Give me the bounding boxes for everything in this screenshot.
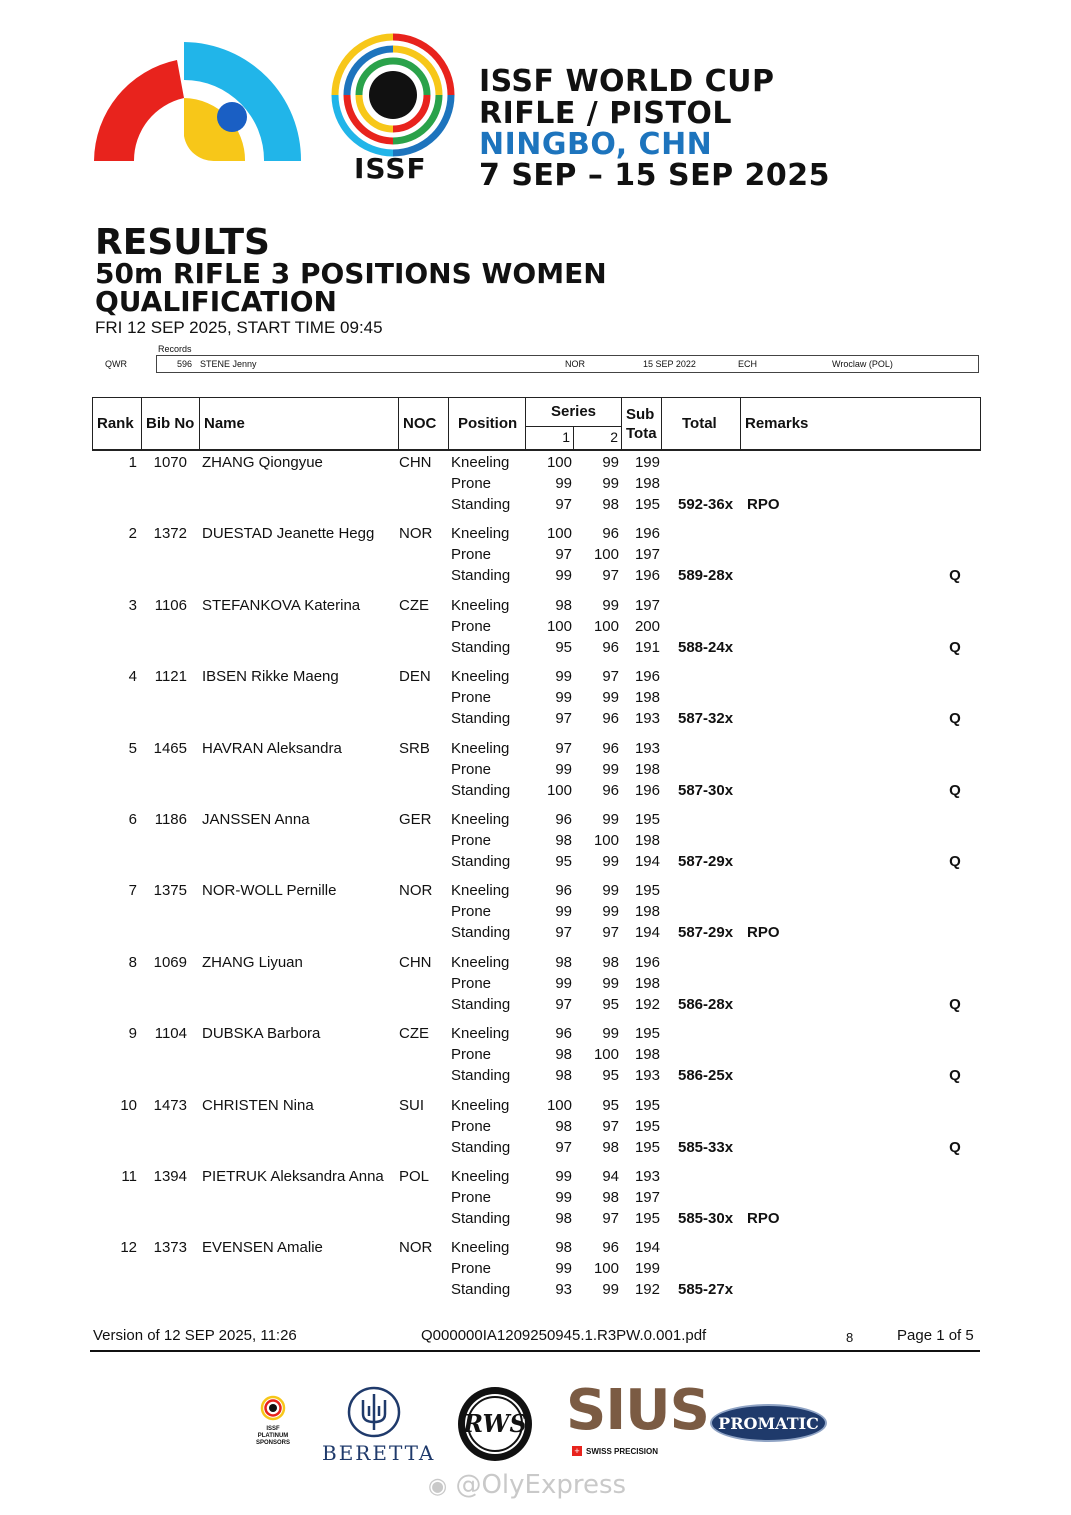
header-series: Series	[550, 403, 597, 420]
total-score: 589-28x	[678, 567, 734, 584]
beretta-trident-icon	[346, 1386, 402, 1438]
results-table-header	[92, 397, 981, 451]
bib-cell: 1069	[153, 954, 187, 971]
qualified-mark: Q	[949, 710, 961, 727]
header-total: Total	[662, 398, 741, 449]
noc-cell: SRB	[399, 740, 430, 757]
record-date: 15 SEP 2022	[643, 359, 696, 369]
series-2-score: 99	[602, 975, 619, 992]
noc-cell: CZE	[399, 1025, 429, 1042]
series-1-score: 99	[555, 475, 572, 492]
position-label: Kneeling	[451, 1168, 510, 1185]
header-position: Position	[449, 398, 526, 449]
position-label: Kneeling	[451, 740, 510, 757]
header-series-group	[526, 398, 622, 449]
position-label: Prone	[451, 761, 492, 778]
record-score: 596	[177, 359, 193, 369]
series-2-score: 100	[593, 546, 619, 563]
header-name: Name	[200, 398, 399, 449]
total-score: 585-27x	[678, 1281, 734, 1298]
rank-cell: 12	[120, 1239, 137, 1256]
header-series-2: 2	[610, 429, 618, 445]
subtotal-score: 199	[634, 1260, 660, 1277]
noc-cell: NOR	[399, 1239, 433, 1256]
sius-tagline	[572, 1446, 678, 1456]
athlete-name: HAVRAN Aleksandra	[202, 740, 342, 757]
total-score: 586-25x	[678, 1067, 734, 1084]
series-1-score: 97	[555, 740, 572, 757]
subtotal-score: 195	[634, 1118, 660, 1135]
series-1-score: 99	[555, 903, 572, 920]
series-1-score: 97	[555, 546, 572, 563]
rank-cell: 10	[120, 1097, 137, 1114]
subtotal-score: 193	[634, 740, 660, 757]
remark-cell: RPO	[747, 924, 780, 941]
event-title-line-2: RIFLE / PISTOL	[479, 96, 733, 131]
series-1-score: 96	[555, 882, 572, 899]
qualified-mark: Q	[949, 853, 961, 870]
position-label: Prone	[451, 975, 492, 992]
weibo-icon: ◉	[428, 1474, 448, 1499]
bib-cell: 1394	[153, 1168, 187, 1185]
series-1-score: 98	[555, 954, 572, 971]
position-label: Standing	[451, 567, 511, 584]
series-2-score: 96	[602, 1239, 619, 1256]
page-number: Page 1 of 5	[897, 1327, 974, 1344]
subtotal-score: 198	[634, 832, 660, 849]
header-subtotal	[622, 398, 662, 449]
rws-wordmark: RWS	[463, 1409, 527, 1438]
subtotal-score: 198	[634, 761, 660, 778]
total-score: 588-24x	[678, 639, 734, 656]
series-1-score: 93	[555, 1281, 572, 1298]
records-label: Records	[158, 344, 192, 354]
subtotal-score: 194	[634, 1239, 660, 1256]
subtotal-score: 195	[634, 882, 660, 899]
record-event: ECH	[738, 359, 758, 369]
record-place: Wroclaw (POL)	[832, 359, 893, 369]
series-2-score: 99	[602, 853, 619, 870]
noc-cell: POL	[399, 1168, 430, 1185]
noc-cell: SUI	[399, 1097, 425, 1114]
position-label: Kneeling	[451, 1097, 510, 1114]
position-label: Kneeling	[451, 811, 510, 828]
record-holder: STENE Jenny	[200, 359, 257, 369]
series-2-score: 96	[602, 710, 619, 727]
position-label: Kneeling	[451, 882, 510, 899]
event-location: NINGBO, CHN	[479, 127, 713, 162]
total-score: 592-36x	[678, 496, 734, 513]
position-label: Prone	[451, 475, 492, 492]
rank-cell: 5	[128, 740, 137, 757]
position-label: Prone	[451, 1260, 492, 1277]
subtotal-score: 196	[634, 525, 660, 542]
series-2-score: 95	[602, 996, 619, 1013]
series-2-score: 97	[602, 567, 619, 584]
sius-tagline-text: SWISS PRECISION	[586, 1446, 659, 1456]
subtotal-score: 196	[634, 954, 660, 971]
series-1-score: 99	[555, 689, 572, 706]
series-1-score: 99	[555, 668, 572, 685]
rank-cell: 11	[121, 1168, 137, 1185]
subtotal-score: 192	[634, 996, 660, 1013]
watermark	[428, 1470, 626, 1500]
series-2-score: 99	[602, 689, 619, 706]
series-2-score: 97	[602, 1210, 619, 1227]
record-box	[156, 355, 979, 373]
header-subtotal-line2: Tota	[626, 424, 657, 442]
position-label: Kneeling	[451, 668, 510, 685]
subtotal-score: 198	[634, 903, 660, 920]
bib-cell: 1375	[153, 882, 187, 899]
series-1-score: 100	[546, 618, 572, 635]
athlete-name: IBSEN Rikke Maeng	[202, 668, 339, 685]
sponsor-sponsors-label: SPONSORS	[255, 1440, 290, 1446]
subtotal-score: 193	[634, 710, 660, 727]
series-2-score: 95	[602, 1067, 619, 1084]
series-2-score: 98	[602, 1139, 619, 1156]
series-2-score: 99	[602, 1025, 619, 1042]
total-score: 586-28x	[678, 996, 734, 1013]
subtotal-score: 198	[634, 975, 660, 992]
qualified-mark: Q	[949, 567, 961, 584]
watermark-text: @OlyExpress	[455, 1470, 627, 1500]
bib-cell: 1373	[153, 1239, 187, 1256]
position-label: Prone	[451, 1118, 492, 1135]
series-1-score: 95	[555, 639, 572, 656]
subtotal-score: 194	[634, 924, 660, 941]
position-label: Standing	[451, 1281, 511, 1298]
series-2-score: 98	[602, 954, 619, 971]
footer-divider	[90, 1350, 980, 1352]
position-label: Standing	[451, 639, 511, 656]
series-1-score: 99	[555, 1168, 572, 1185]
athlete-name: CHRISTEN Nina	[202, 1097, 314, 1114]
position-label: Prone	[451, 618, 492, 635]
sponsor-platinum-label: PLATINUM	[257, 1433, 289, 1439]
position-label: Standing	[451, 1067, 511, 1084]
series-2-score: 96	[602, 525, 619, 542]
header-series-1: 1	[562, 429, 570, 445]
subtotal-score: 196	[634, 668, 660, 685]
series-1-score: 98	[555, 1067, 572, 1084]
position-label: Prone	[451, 689, 492, 706]
remark-cell: RPO	[747, 1210, 780, 1227]
position-label: Kneeling	[451, 954, 510, 971]
series-2-score: 98	[602, 496, 619, 513]
qualified-mark: Q	[949, 1067, 961, 1084]
series-2-score: 94	[602, 1168, 619, 1185]
subtotal-score: 191	[634, 639, 660, 656]
position-label: Kneeling	[451, 1239, 510, 1256]
series-2-score: 99	[602, 811, 619, 828]
position-label: Standing	[451, 710, 511, 727]
subtotal-score: 195	[634, 1139, 660, 1156]
footer-code: 8	[846, 1330, 854, 1345]
series-1-score: 98	[555, 597, 572, 614]
position-label: Kneeling	[451, 1025, 510, 1042]
series-2-score: 96	[602, 782, 619, 799]
series-2-score: 99	[602, 882, 619, 899]
total-score: 587-30x	[678, 782, 734, 799]
series-2-score: 97	[602, 1118, 619, 1135]
rws-logo	[456, 1385, 534, 1463]
position-label: Kneeling	[451, 597, 510, 614]
subtotal-score: 194	[634, 853, 660, 870]
position-label: Standing	[451, 782, 511, 799]
issf-wordmark: ISSF	[354, 152, 427, 185]
record-noc: NOR	[565, 359, 585, 369]
position-label: Standing	[451, 1139, 511, 1156]
series-2-score: 99	[602, 761, 619, 778]
subtotal-score: 195	[634, 1097, 660, 1114]
rank-cell: 7	[128, 882, 137, 899]
athlete-name: EVENSEN Amalie	[202, 1239, 323, 1256]
remark-cell: RPO	[747, 496, 780, 513]
series-1-score: 98	[555, 1118, 572, 1135]
series-2-score: 100	[593, 1260, 619, 1277]
series-1-score: 97	[555, 496, 572, 513]
page-title: RESULTS	[95, 222, 270, 263]
position-label: Prone	[451, 546, 492, 563]
total-score: 587-32x	[678, 710, 734, 727]
noc-cell: CHN	[399, 454, 432, 471]
subtotal-score: 195	[634, 496, 660, 513]
total-score: 585-30x	[678, 1210, 734, 1227]
bib-cell: 1106	[154, 597, 187, 614]
noc-cell: GER	[399, 811, 432, 828]
series-1-score: 98	[555, 832, 572, 849]
start-datetime: FRI 12 SEP 2025, START TIME 09:45	[95, 318, 383, 337]
series-1-score: 98	[555, 1210, 572, 1227]
series-2-score: 97	[602, 668, 619, 685]
subtotal-score: 192	[634, 1281, 660, 1298]
header-subtotal-line1: Sub	[626, 405, 655, 423]
bib-cell: 1465	[153, 740, 187, 757]
athlete-name: STEFANKOVA Katerina	[202, 597, 361, 614]
series-2-score: 97	[602, 924, 619, 941]
series-1-score: 95	[555, 853, 572, 870]
series-1-score: 96	[555, 1025, 572, 1042]
rank-cell: 1	[128, 454, 137, 471]
series-2-score: 98	[602, 1189, 619, 1206]
position-label: Prone	[451, 903, 492, 920]
series-1-score: 99	[555, 761, 572, 778]
event-stage: QUALIFICATION	[95, 285, 337, 318]
series-1-score: 97	[555, 1139, 572, 1156]
issf-rings-small-icon	[260, 1395, 286, 1421]
sius-logo	[566, 1378, 709, 1456]
total-score: 585-33x	[678, 1139, 734, 1156]
qualified-mark: Q	[949, 782, 961, 799]
issf-platinum-sponsors-logo	[248, 1395, 298, 1447]
header-bib: Bib No	[142, 398, 200, 449]
subtotal-score: 199	[634, 454, 660, 471]
bib-cell: 1372	[153, 525, 187, 542]
version-info: Version of 12 SEP 2025, 11:26	[93, 1327, 297, 1344]
series-1-score: 99	[555, 1189, 572, 1206]
series-2-score: 99	[602, 597, 619, 614]
subtotal-score: 196	[634, 567, 660, 584]
series-2-score: 99	[602, 903, 619, 920]
subtotal-score: 195	[634, 1025, 660, 1042]
bib-cell: 1070	[153, 454, 187, 471]
bib-cell: 1186	[154, 811, 187, 828]
subtotal-score: 195	[634, 1210, 660, 1227]
subtotal-score: 193	[634, 1168, 660, 1185]
file-name: Q000000IA1209250945.1.R3PW.0.001.pdf	[421, 1327, 707, 1344]
noc-cell: DEN	[399, 668, 431, 685]
promatic-wordmark: PROMATIC	[718, 1413, 819, 1433]
series-2-score: 100	[593, 1046, 619, 1063]
bib-cell: 1473	[153, 1097, 187, 1114]
qualified-mark: Q	[949, 996, 961, 1013]
issf-rings-logo	[330, 32, 456, 158]
bib-cell: 1104	[154, 1025, 187, 1042]
swiss-cross-icon: +	[572, 1446, 582, 1456]
series-1-score: 100	[546, 782, 572, 799]
series-1-score: 97	[555, 924, 572, 941]
bib-cell: 1121	[154, 668, 187, 685]
event-title-line-1: ISSF WORLD CUP	[479, 64, 775, 99]
rank-cell: 9	[128, 1025, 137, 1042]
position-label: Prone	[451, 832, 492, 849]
noc-cell: NOR	[399, 882, 433, 899]
series-2-score: 99	[602, 1281, 619, 1298]
athlete-name: ZHANG Liyuan	[202, 954, 303, 971]
rank-cell: 4	[128, 668, 137, 685]
position-label: Standing	[451, 853, 511, 870]
position-label: Standing	[451, 1210, 511, 1227]
series-2-score: 99	[602, 475, 619, 492]
series-2-score: 96	[602, 639, 619, 656]
position-label: Prone	[451, 1046, 492, 1063]
series-1-score: 100	[546, 525, 572, 542]
header-rank: Rank	[93, 398, 142, 449]
rank-cell: 2	[128, 525, 137, 542]
position-label: Prone	[451, 1189, 492, 1206]
position-label: Standing	[451, 924, 511, 941]
subtotal-score: 198	[634, 475, 660, 492]
subtotal-score: 195	[634, 811, 660, 828]
subtotal-score: 198	[634, 1046, 660, 1063]
series-1-score: 96	[555, 811, 572, 828]
series-2-score: 95	[602, 1097, 619, 1114]
subtotal-score: 193	[634, 1067, 660, 1084]
sponsor-issf-label: ISSF	[266, 1426, 280, 1432]
series-2-score: 100	[593, 618, 619, 635]
subtotal-score: 197	[634, 597, 660, 614]
subtotal-score: 197	[634, 546, 660, 563]
subtotal-score: 200	[634, 618, 660, 635]
series-1-score: 100	[546, 454, 572, 471]
series-1-score: 100	[546, 1097, 572, 1114]
rank-cell: 8	[128, 954, 137, 971]
series-1-score: 98	[555, 1046, 572, 1063]
noc-cell: NOR	[399, 525, 433, 542]
subtotal-score: 198	[634, 689, 660, 706]
position-label: Standing	[451, 496, 511, 513]
noc-cell: CHN	[399, 954, 432, 971]
event-dates: 7 SEP – 15 SEP 2025	[479, 158, 831, 193]
position-label: Standing	[451, 996, 511, 1013]
record-type: QWR	[105, 359, 127, 369]
qualified-mark: Q	[949, 639, 961, 656]
position-label: Kneeling	[451, 525, 510, 542]
rank-cell: 6	[128, 811, 137, 828]
series-2-score: 99	[602, 454, 619, 471]
series-1-score: 99	[555, 1260, 572, 1277]
sius-wordmark: SIUS	[566, 1378, 709, 1443]
promatic-logo	[710, 1404, 827, 1442]
athlete-name: NOR-WOLL Pernille	[202, 882, 337, 899]
series-1-score: 98	[555, 1239, 572, 1256]
header-remarks: Remarks	[745, 415, 809, 432]
event-discipline: 50m RIFLE 3 POSITIONS WOMEN	[95, 257, 607, 290]
athlete-name: DUESTAD Jeanette Hegg	[202, 525, 375, 542]
subtotal-score: 197	[634, 1189, 660, 1206]
series-1-score: 99	[555, 975, 572, 992]
header-noc: NOC	[399, 398, 449, 449]
qualified-mark: Q	[949, 1139, 961, 1156]
beretta-logo	[322, 1386, 436, 1465]
series-2-score: 100	[593, 832, 619, 849]
athlete-name: DUBSKA Barbora	[202, 1025, 321, 1042]
noc-cell: CZE	[399, 597, 429, 614]
series-1-score: 97	[555, 996, 572, 1013]
position-label: Kneeling	[451, 454, 510, 471]
series-1-score: 97	[555, 710, 572, 727]
athlete-name: ZHANG Qiongyue	[202, 454, 323, 471]
athlete-name: JANSSEN Anna	[202, 811, 310, 828]
series-2-score: 96	[602, 740, 619, 757]
event-logo	[92, 40, 304, 165]
total-score: 587-29x	[678, 853, 734, 870]
series-1-score: 99	[555, 567, 572, 584]
athlete-name: PIETRUK Aleksandra Anna	[202, 1168, 384, 1185]
total-score: 587-29x	[678, 924, 734, 941]
subtotal-score: 196	[634, 782, 660, 799]
beretta-wordmark: BERETTA	[322, 1441, 436, 1465]
rank-cell: 3	[128, 597, 137, 614]
